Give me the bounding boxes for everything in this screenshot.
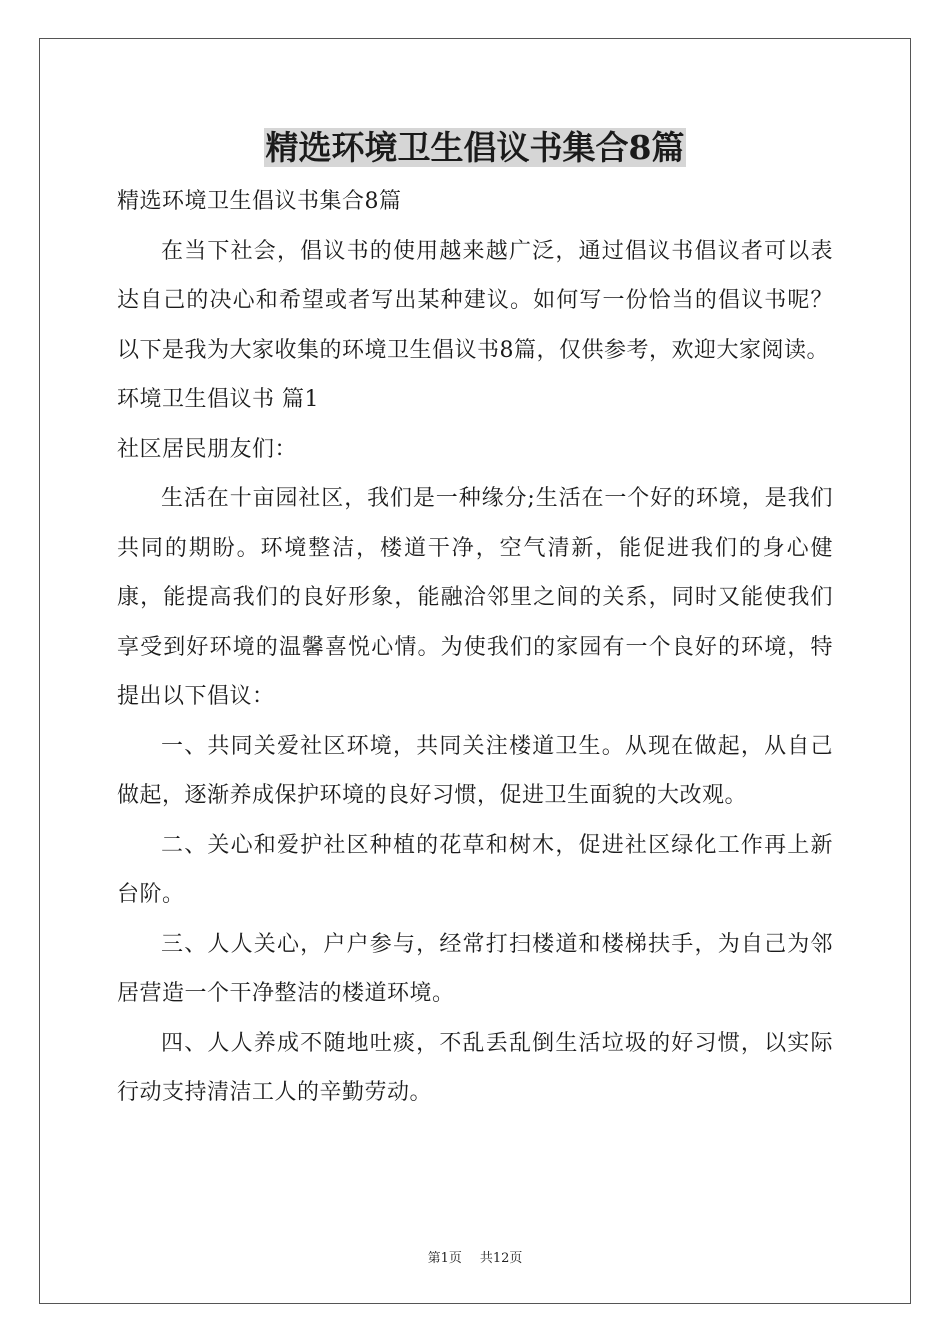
page-total: 共12页 [479, 1251, 523, 1266]
subtitle-line: 精选环境卫生倡议书集合8篇 [117, 189, 402, 214]
proposal-item-4: 四、人人养成不随地吐痰，不乱丢乱倒生活垃圾的好习惯，以实际行动支持清洁工人的辛勤劳动。 [117, 1030, 833, 1105]
proposal-item-2: 二、关心和爱护社区种植的花草和树木，促进社区绿化工作再上新台阶。 [117, 832, 833, 907]
document-body [117, 177, 833, 1118]
page-number: 第1页 [427, 1251, 462, 1266]
document-title-text: 精选环境卫生倡议书集合8篇 [265, 128, 685, 167]
proposal-item-1: 一、共同关爱社区环境，共同关注楼道卫生。从现在做起，从自己做起，逐渐养成保护环境的良好习惯，促进卫生面貌的大改观。 [117, 733, 833, 808]
intro-paragraph: 在当下社会，倡议书的使用越来越广泛，通过倡议书倡议者可以表达自己的决心和希望或者写出某种建议。如何写一份恰当的倡议书呢？以下是我为大家收集的环境卫生倡议书8篇，仅供参考，欢迎大家阅读。 [117, 238, 833, 363]
body-paragraph: 生活在十亩园社区，我们是一种缘分;生活在一个好的环境，是我们共同的期盼。环境整洁，楼道干净，空气清新，能促进我们的身心健康，能提高我们的良好形象，能融洽邻里之间的关系，同时又能使我们享受到好环境的温馨喜悦心情。为使我们的家园有一个良好的环境，特提出以下倡议： [117, 486, 833, 709]
salutation: 社区居民朋友们： [117, 436, 298, 462]
page-footer [0, 1250, 950, 1268]
proposal-item-3: 三、人人关心，户户参与，经常打扫楼道和楼梯扶手，为自己为邻居营造一个干净整洁的楼道环境。 [117, 931, 833, 1006]
section-heading: 环境卫生倡议书 篇1 [117, 387, 319, 412]
document-title [0, 126, 950, 170]
